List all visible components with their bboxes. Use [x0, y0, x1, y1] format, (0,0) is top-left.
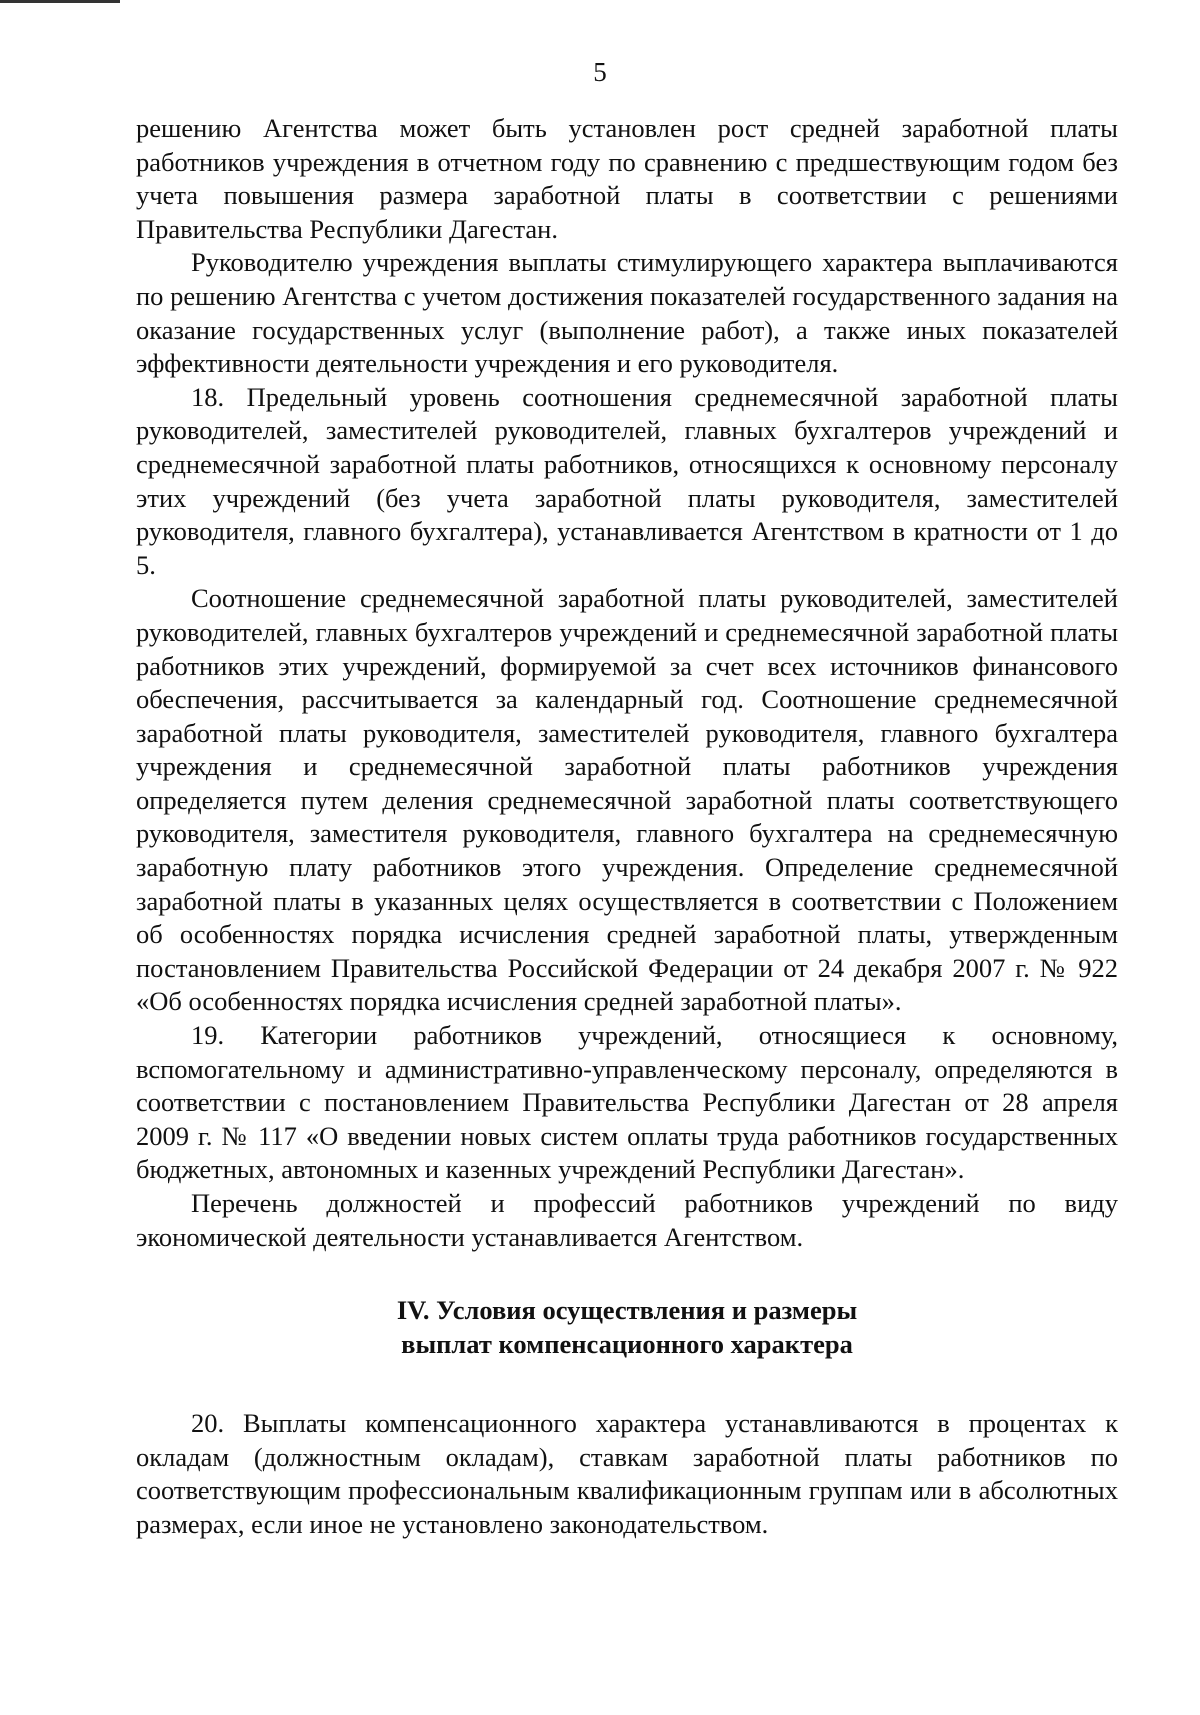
document-body: [136, 112, 1118, 1542]
scan-corner-mark: [0, 0, 120, 3]
section-heading-line-2: выплат компенсационного характера: [401, 1329, 853, 1360]
section-heading-line-1: IV. Условия осуществления и размеры: [396, 1295, 858, 1326]
paragraph-2: Руководителю учреждения выплаты стимулирующего характера выплачиваются по решению Агентства с учетом достижения показателей государственного задания на оказание государственных услуг (выполнение работ), а также иных показателей эффективности деятельности учреждения и его руководителя.: [136, 247, 1118, 379]
paragraph-20: 20. Выплаты компенсационного характера устанавливаются в процентах к окладам (должностным окладам), ставкам заработной платы работников по соответствующим профессиональным квалификационным группам или в абсолютных размерах, если иное не установлено законодательством.: [136, 1408, 1118, 1539]
paragraph-1: решению Агентства может быть установлен рост средней заработной платы работников учреждения в отчетном году по сравнению с предшествующим годом без учета повышения размера заработной платы в соответствии с решениями Правительства Республики Дагестан.: [136, 113, 1118, 244]
paragraph-ratio: Соотношение среднемесячной заработной платы руководителей, заместителей руководителей, главных бухгалтеров учреждений и среднемесячной заработной платы работников этих учреждений, формируемой за счет всех источников финансового обеспечения, рассчитывается за календарный год. Соотношение среднемесячной заработной платы руководителя, заместителей руководителя, главного бухгалтера учреждения и среднемесячной заработной платы работников учреждения определяется путем деления среднемесячной заработной платы соответствующего руководителя, заместителя руководителя, главного бухгалтера на среднемесячную заработную плату работников этого учреждения. Определение среднемесячной заработной платы в указанных целях осуществляется в соответствии с Положением об особенностях порядка исчисления средней заработной платы, утвержденным постановлением Правительства Российской Федерации от 24 декабря 2007 г. № 922 «Об особенностях порядка исчисления средней заработной платы».: [136, 583, 1118, 1017]
paragraph-19: 19. Категории работников учреждений, относящиеся к основному, вспомогательному и административно-управленческому персоналу, определяются в соответствии с постановлением Правительства Республики Дагестан от 28 апреля 2009 г. № 117 «О введении новых систем оплаты труда работников государственных бюджетных, автономных и казенных учреждений Республики Дагестан».: [136, 1020, 1118, 1185]
page-number: 5: [593, 57, 607, 87]
section-heading: [136, 1293, 1118, 1361]
paragraph-18: 18. Предельный уровень соотношения среднемесячной заработной платы руководителей, заместителей руководителей, главных бухгалтеров учреждений и среднемесячной заработной платы работников, относящихся к основному персоналу этих учреждений (без учета заработной платы руководителя, заместителей руководителя, главного бухгалтера), устанавливается Агентством в кратности от 1 до 5.: [136, 381, 1118, 580]
paragraph-positions-list: Перечень должностей и профессий работников учреждений по виду экономической деятельности устанавливается Агентством.: [136, 1188, 1118, 1252]
